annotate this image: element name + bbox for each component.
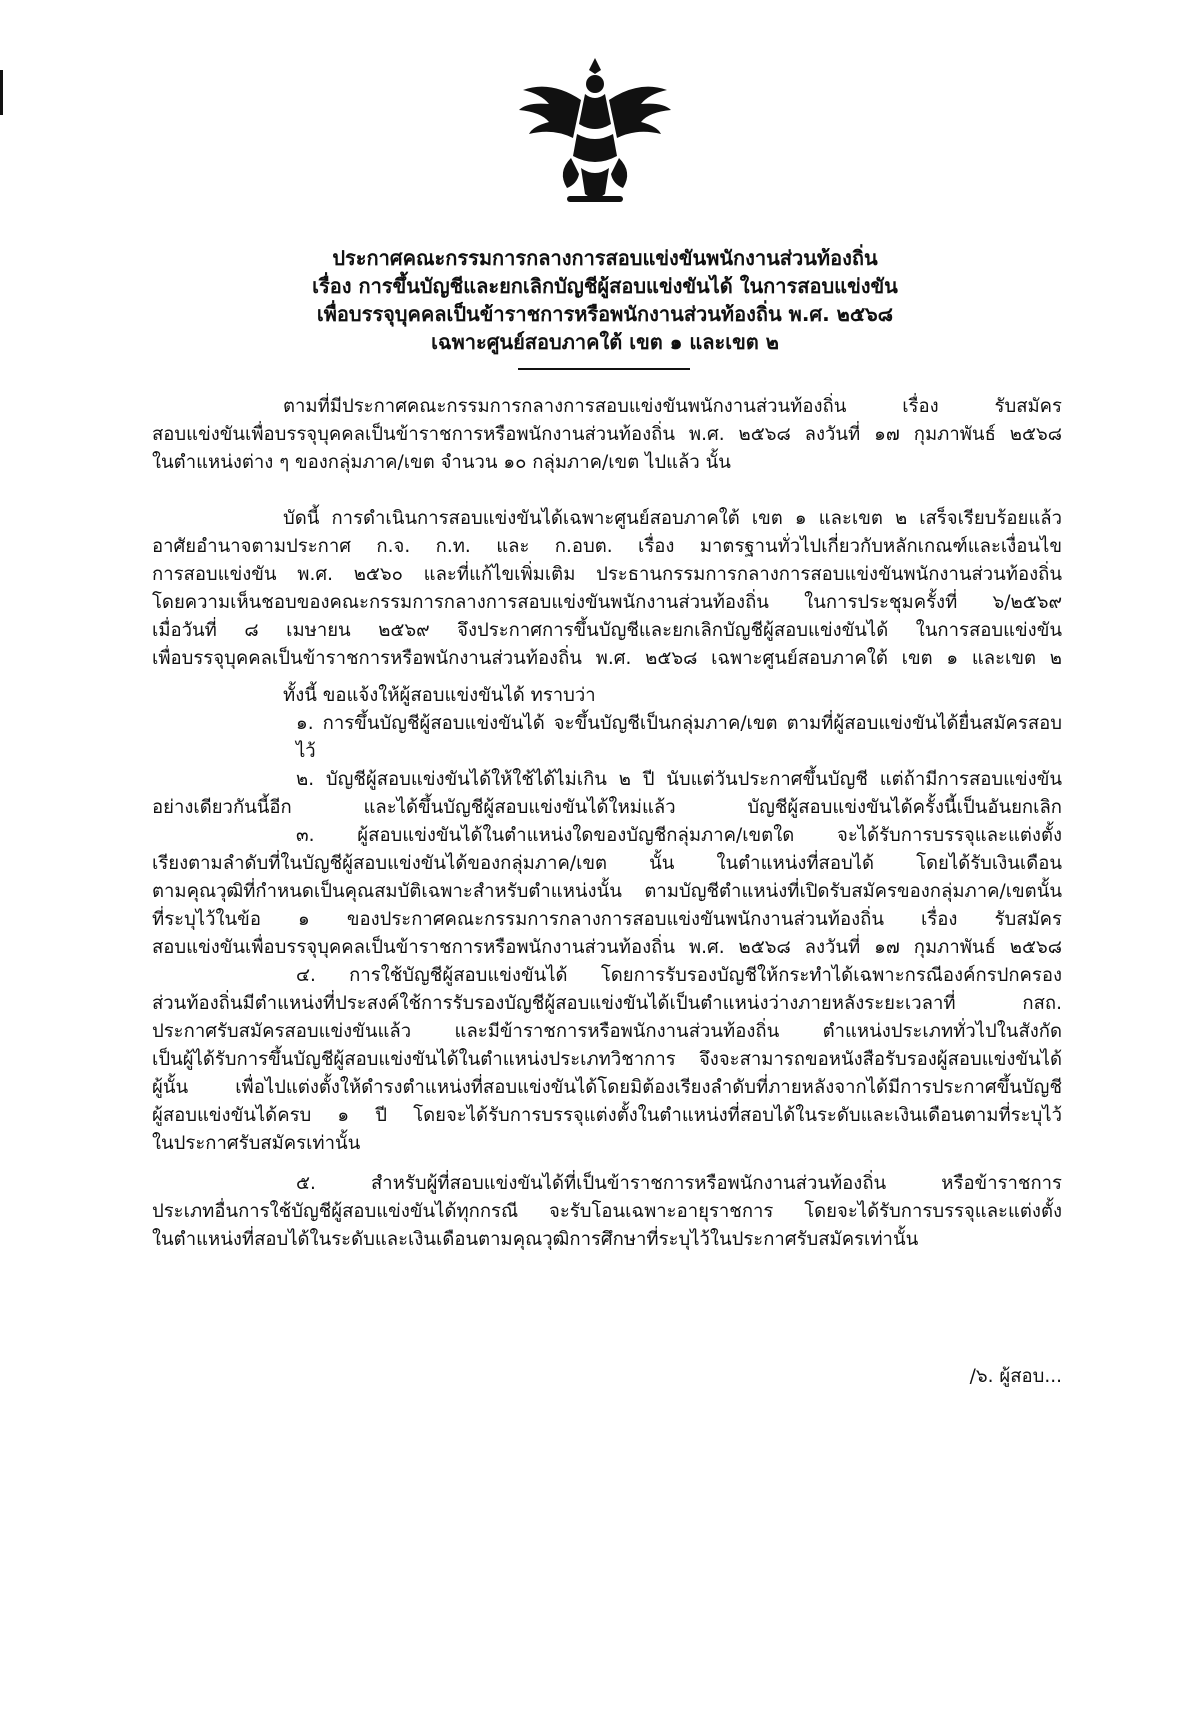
title-line: เพื่อบรรจุบุคคลเป็นข้าราชการหรือพนักงานส่วนท้องถิ่น พ.ศ. ๒๕๖๘ (316, 302, 894, 326)
body-line: ประกาศรับสมัครสอบแข่งขันแล้ว และมีข้าราชการหรือพนักงานส่วนท้องถิ่น ตำแหน่งประเภททั่วไปในสังกัด (152, 1021, 1062, 1042)
body-line: ผู้นั้น เพื่อไปแต่งตั้งให้ดำรงตำแหน่งที่สอบแข่งขันได้โดยมิต้องเรียงลำดับที่ภายหลังจากได้มีการประกาศขึ้นบัญชี (152, 1077, 1062, 1098)
body-line: ประเภทอื่นการใช้บัญชีผู้สอบแข่งขันได้ทุกกรณี จะรับโอนเฉพาะอายุราชการ โดยจะได้รับการบรรจุและแต่งตั้ง (152, 1201, 1062, 1222)
body-line: เมื่อวันที่ ๘ เมษายน ๒๕๖๙ จึงประกาศการขึ้นบัญชีและยกเลิกบัญชีผู้สอบแข่งขันได้ ในการสอบแข่งขัน (152, 620, 1062, 641)
body-line: ทั้งนี้ ขอแจ้งให้ผู้สอบแข่งขันได้ ทราบว่า (283, 685, 596, 706)
announcement-body (152, 393, 1062, 1391)
body-line: อาศัยอำนาจตามประกาศ ก.จ. ก.ท. และ ก.อบต. เรื่อง มาตรฐานทั่วไปเกี่ยวกับหลักเกณฑ์และเงื่อนไข (152, 536, 1062, 557)
item-1: ๑. การขึ้นบัญชีผู้สอบแข่งขันได้ จะขึ้นบัญชีเป็นกลุ่มภาค/เขต ตามที่ผู้สอบแข่งขันได้ยื่นสมัครสอบไว้ (296, 713, 1062, 762)
item-2: ๒. บัญชีผู้สอบแข่งขันได้ให้ใช้ได้ไม่เกิน ๒ ปี นับแต่วันประกาศขึ้นบัญชี แต่ถ้ามีการสอบแข่งขัน (296, 769, 1062, 790)
title-underline (518, 368, 690, 370)
item-4: ๔. การใช้บัญชีผู้สอบแข่งขันได้ โดยการรับรองบัญชีให้กระทำได้เฉพาะกรณีองค์กรปกครอง (296, 965, 1062, 986)
body-line: เป็นผู้ได้รับการขึ้นบัญชีผู้สอบแข่งขันได้ในตำแหน่งประเภทวิชาการ จึงจะสามารถขอหนังสือรับรองผู้สอบแข่งขันได้ (152, 1049, 1062, 1070)
continuation-note: /๖. ผู้สอบ... (969, 1366, 1062, 1387)
title-line: ประกาศคณะกรรมการกลางการสอบแข่งขันพนักงานส่วนท้องถิ่น (332, 246, 878, 270)
body-line: โดยความเห็นชอบของคณะกรรมการกลางการสอบแข่งขันพนักงานส่วนท้องถิ่น ในการประชุมครั้งที่ ๖/๒๕๖๙ (152, 592, 1062, 613)
body-line: ตามคุณวุฒิที่กำหนดเป็นคุณสมบัติเฉพาะสำหรับตำแหน่งนั้น ตามบัญชีตำแหน่งที่เปิดรับสมัครของกลุ่มภาค/เขตนั้น (152, 881, 1062, 902)
body-line: ในตำแหน่งที่สอบได้ในระดับและเงินเดือนตามคุณวุฒิการศึกษาที่ระบุไว้ในประกาศรับสมัครเท่านั้น (152, 1229, 919, 1250)
garuda-emblem (515, 50, 675, 210)
body-line: เพื่อบรรจุบุคคลเป็นข้าราชการหรือพนักงานส่วนท้องถิ่น พ.ศ. ๒๕๖๘ เฉพาะศูนย์สอบภาคใต้ เขต ๑ และเขต ๒ (152, 648, 1062, 669)
body-line: ในตำแหน่งต่าง ๆ ของกลุ่มภาค/เขต จำนวน ๑๐ กลุ่มภาค/เขต ไปแล้ว นั้น (152, 452, 731, 473)
body-line: การสอบแข่งขัน พ.ศ. ๒๕๖๐ และที่แก้ไขเพิ่มเติม ประธานกรรมการกลางการสอบแข่งขันพนักงานส่วนท้องถิ่น (152, 564, 1062, 585)
body-line: อย่างเดียวกันนี้อีก และได้ขึ้นบัญชีผู้สอบแข่งขันได้ใหม่แล้ว บัญชีผู้สอบแข่งขันได้ครั้งนี้เป็นอันยกเลิก (152, 797, 1062, 818)
title-line: เฉพาะศูนย์สอบภาคใต้ เขต ๑ และเขต ๒ (431, 330, 779, 354)
title-line: เรื่อง การขึ้นบัญชีและยกเลิกบัญชีผู้สอบแข่งขันได้ ในการสอบแข่งขัน (312, 274, 898, 298)
body-line: สอบแข่งขันเพื่อบรรจุบุคคลเป็นข้าราชการหรือพนักงานส่วนท้องถิ่น พ.ศ. ๒๕๖๘ ลงวันที่ ๑๗ กุมภาพันธ์ ๒๕๖๘ (152, 937, 1062, 958)
body-line: สอบแข่งขันเพื่อบรรจุบุคคลเป็นข้าราชการหรือพนักงานส่วนท้องถิ่น พ.ศ. ๒๕๖๘ ลงวันที่ ๑๗ กุมภาพันธ์ ๒๕๖๘ (152, 424, 1062, 445)
body-line: ตามที่มีประกาศคณะกรรมการกลางการสอบแข่งขันพนักงานส่วนท้องถิ่น เรื่อง รับสมัคร (283, 396, 1062, 417)
body-line: บัดนี้ การดำเนินการสอบแข่งขันได้เฉพาะศูนย์สอบภาคใต้ เขต ๑ และเขต ๒ เสร็จเรียบร้อยแล้ว (283, 508, 1062, 529)
scan-margin-mark (0, 70, 3, 115)
item-3: ๓. ผู้สอบแข่งขันได้ในตำแหน่งใดของบัญชีกลุ่มภาค/เขตใด จะได้รับการบรรจุและแต่งตั้ง (296, 825, 1062, 846)
item-5: ๕. สำหรับผู้ที่สอบแข่งขันได้ที่เป็นข้าราชการหรือพนักงานส่วนท้องถิ่น หรือข้าราชการ (296, 1173, 1062, 1194)
body-line: ผู้สอบแข่งขันได้ครบ ๑ ปี โดยจะได้รับการบรรจุแต่งตั้งในตำแหน่งที่สอบได้ในระดับและเงินเดือนตามที่ระบุไว้ (152, 1105, 1062, 1126)
body-line: ที่ระบุไว้ในข้อ ๑ ของประกาศคณะกรรมการกลางการสอบแข่งขันพนักงานส่วนท้องถิ่น เรื่อง รับสมัคร (152, 909, 1062, 930)
body-line: ในประกาศรับสมัครเท่านั้น (152, 1133, 361, 1154)
body-line: ส่วนท้องถิ่นมีตำแหน่งที่ประสงค์ใช้การรับรองบัญชีผู้สอบแข่งขันได้เป็นตำแหน่งว่างภายหลังระยะเวลาที่ กสถ. (152, 993, 1062, 1014)
body-line: เรียงตามลำดับที่ในบัญชีผู้สอบแข่งขันได้ของกลุ่มภาค/เขต นั้น ในตำแหน่งที่สอบได้ โดยได้รับเงินเดือน (152, 853, 1062, 874)
announcement-title (230, 244, 980, 356)
